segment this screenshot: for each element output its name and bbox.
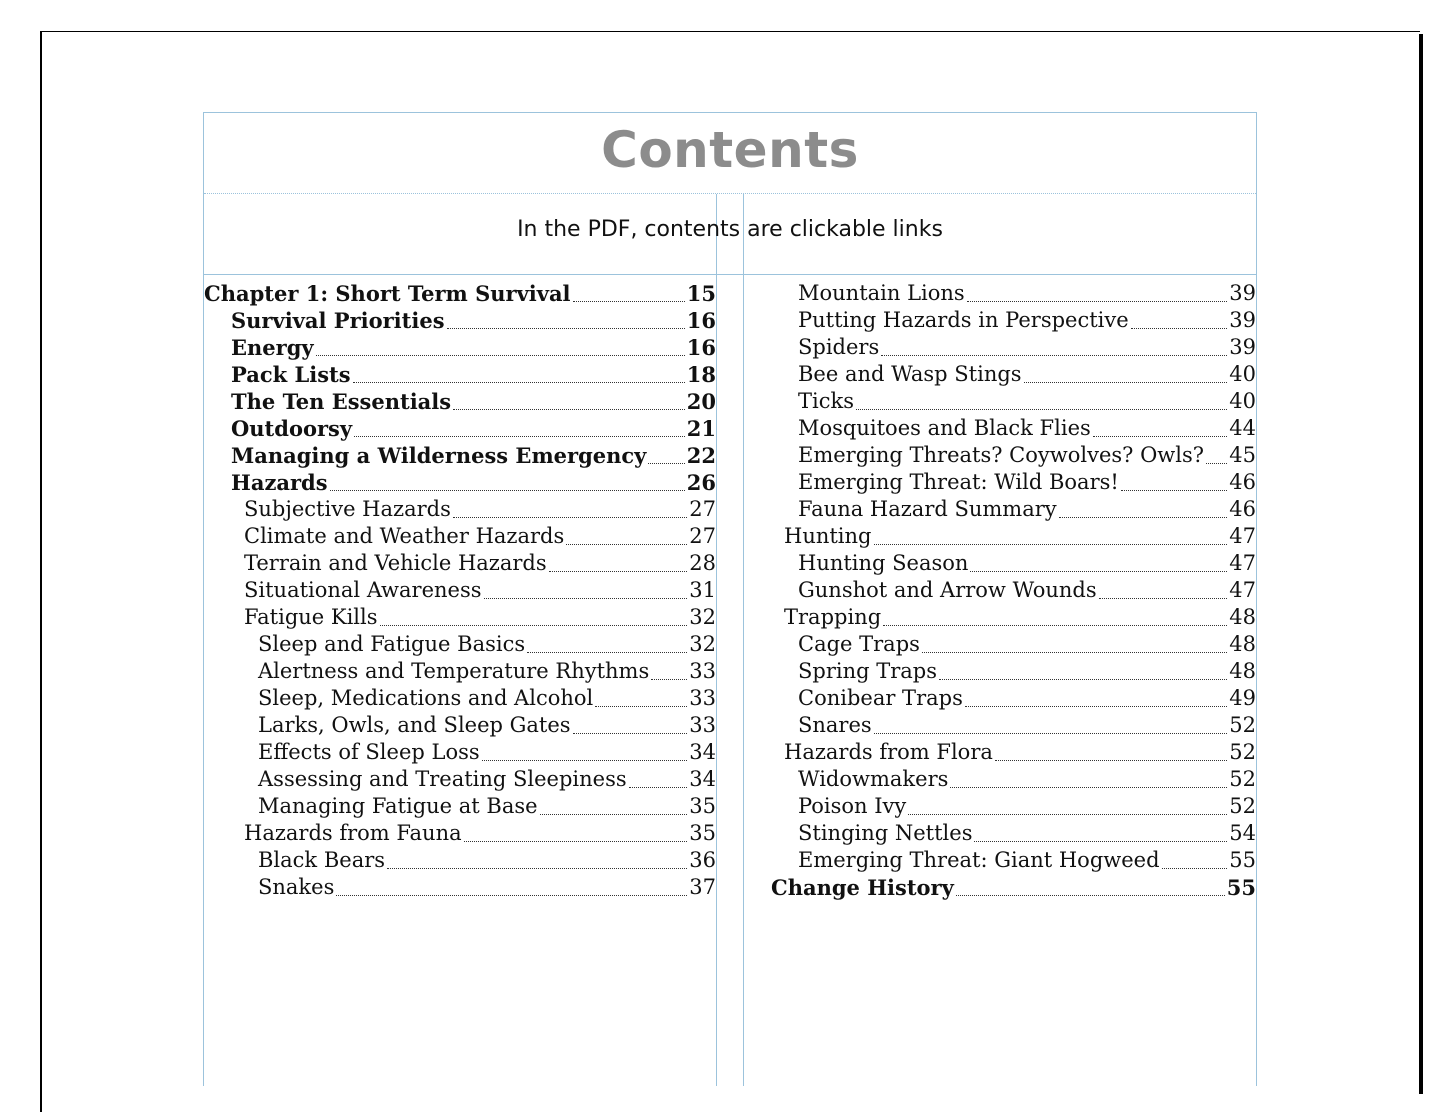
- dot-leader: [566, 544, 687, 545]
- toc-entry-link[interactable]: [204, 847, 716, 874]
- toc-entry-title: Emerging Threat: Giant Hogweed: [798, 848, 1160, 872]
- toc-page-number: 15: [686, 281, 716, 306]
- pdf-links-note: In the PDF, contents are clickable links: [517, 217, 943, 242]
- dot-leader: [651, 679, 687, 680]
- toc-page-number: 18: [686, 362, 716, 387]
- dot-leader: [549, 571, 688, 572]
- toc-entry-link[interactable]: [204, 712, 716, 739]
- toc-page-number: 52: [1229, 713, 1256, 737]
- toc-page-number: 26: [686, 470, 716, 495]
- toc-page-number: 33: [689, 713, 716, 737]
- toc-entry-link[interactable]: [744, 280, 1256, 307]
- toc-entry-title: Alertness and Temperature Rhythms: [258, 659, 650, 683]
- toc-entry-title: Managing Fatigue at Base: [258, 794, 538, 818]
- toc-entry-title: Hunting: [784, 524, 872, 548]
- toc-entry-title: Poison Ivy: [798, 794, 907, 818]
- dot-leader: [595, 706, 687, 707]
- toc-entry-title: Cage Traps: [798, 632, 920, 656]
- toc-page-number: 37: [689, 875, 716, 899]
- dot-leader: [939, 679, 1227, 680]
- toc-entry-link[interactable]: [204, 631, 716, 658]
- toc-page-number: 54: [1229, 821, 1256, 845]
- guide-title-baseline: [204, 193, 1256, 194]
- toc-entry-title: Stinging Nettles: [798, 821, 973, 845]
- toc-page-number: 55: [1226, 875, 1256, 900]
- toc-entry-title: Managing a Wilderness Emergency: [231, 443, 647, 468]
- toc-page-number: 48: [1229, 605, 1256, 629]
- dot-leader: [1099, 598, 1228, 599]
- toc-entry-link[interactable]: [204, 550, 716, 577]
- page-shadow: [1419, 34, 1423, 1094]
- toc-entry-title: Conibear Traps: [798, 686, 963, 710]
- toc-entry-link[interactable]: [744, 307, 1256, 334]
- toc-entry-title: Sleep, Medications and Alcohol: [258, 686, 594, 710]
- dot-leader: [540, 814, 688, 815]
- toc-page-number: 47: [1229, 551, 1256, 575]
- toc-entry-title: Survival Priorities: [231, 308, 445, 333]
- toc-page-number: 33: [689, 686, 716, 710]
- toc-entry-link[interactable]: [204, 469, 716, 496]
- toc-entry-title: Hazards from Flora: [784, 740, 993, 764]
- toc-page-number: 16: [686, 308, 716, 333]
- toc-page-number: 39: [1229, 335, 1256, 359]
- dot-leader: [464, 841, 688, 842]
- toc-entry-title: Outdoorsy: [231, 416, 353, 441]
- toc-entry-title: Trapping: [784, 605, 882, 629]
- toc-entry-title: Change History: [771, 875, 954, 900]
- toc-right-column: [744, 280, 1256, 901]
- toc-entry-link[interactable]: [744, 874, 1256, 901]
- toc-entry-link[interactable]: [744, 793, 1256, 820]
- toc-entry-link[interactable]: [744, 631, 1256, 658]
- toc-entry-title: Gunshot and Arrow Wounds: [798, 578, 1097, 602]
- dot-leader: [856, 409, 1227, 410]
- toc-entry-link[interactable]: [204, 388, 716, 415]
- toc-page-number: 21: [686, 416, 716, 441]
- toc-page-number: 46: [1229, 470, 1256, 494]
- toc-entry-link[interactable]: [204, 307, 716, 334]
- toc-page-number: 47: [1229, 524, 1256, 548]
- dot-leader: [330, 490, 685, 491]
- toc-entry-link[interactable]: [744, 415, 1256, 442]
- toc-entry-title: Hazards: [231, 470, 328, 495]
- toc-page-number: 28: [689, 551, 716, 575]
- toc-entry-link[interactable]: [204, 874, 716, 901]
- toc-page-number: 47: [1229, 578, 1256, 602]
- toc-entry-title: Widowmakers: [798, 767, 949, 791]
- toc-page-number: 36: [689, 848, 716, 872]
- toc-entry-title: Black Bears: [258, 848, 386, 872]
- guide-right: [1256, 112, 1257, 1086]
- toc-entry-title: Assessing and Treating Sleepiness: [258, 767, 627, 791]
- dot-leader: [1024, 382, 1228, 383]
- dot-leader: [883, 625, 1227, 626]
- toc-page-number: 32: [689, 605, 716, 629]
- toc-entry-title: Emerging Threats? Coywolves? Owls?: [798, 443, 1205, 467]
- dot-leader: [922, 652, 1227, 653]
- dot-leader: [1059, 517, 1228, 518]
- toc-entry-link[interactable]: [744, 766, 1256, 793]
- toc-entry-title: Hazards from Fauna: [244, 821, 462, 845]
- toc-entry-title: Emerging Threat: Wild Boars!: [798, 470, 1119, 494]
- dot-leader: [380, 625, 688, 626]
- dot-leader: [874, 733, 1228, 734]
- dot-leader: [573, 733, 688, 734]
- toc-entry-title: Spiders: [798, 335, 880, 359]
- toc-entry-link[interactable]: [204, 739, 716, 766]
- toc-entry-link[interactable]: [204, 658, 716, 685]
- toc-entry-title: Fauna Hazard Summary: [798, 497, 1057, 521]
- dot-leader: [453, 517, 687, 518]
- toc-page-number: 49: [1229, 686, 1256, 710]
- dot-leader: [1162, 868, 1228, 869]
- toc-entry-title: Hunting Season: [798, 551, 969, 575]
- toc-page-number: 39: [1229, 308, 1256, 332]
- dot-leader: [387, 868, 687, 869]
- dot-leader: [482, 760, 688, 761]
- contents-heading: Contents: [601, 121, 859, 179]
- dot-leader: [629, 787, 688, 788]
- dot-leader: [1121, 490, 1227, 491]
- dot-leader: [970, 571, 1227, 572]
- toc-entry-link[interactable]: [204, 280, 716, 307]
- dot-leader: [453, 409, 685, 410]
- toc-page-number: 16: [686, 335, 716, 360]
- toc-entry-link[interactable]: [744, 712, 1256, 739]
- toc-entry-link[interactable]: [204, 685, 716, 712]
- toc-page-number: 48: [1229, 659, 1256, 683]
- dot-leader: [995, 760, 1227, 761]
- dot-leader: [1093, 436, 1227, 437]
- toc-entry-link[interactable]: [744, 847, 1256, 874]
- dot-leader: [874, 544, 1228, 545]
- toc-page-number: 52: [1229, 767, 1256, 791]
- toc-entry-link[interactable]: [744, 577, 1256, 604]
- toc-entry-title: Situational Awareness: [244, 578, 482, 602]
- toc-page-number: 31: [689, 578, 716, 602]
- toc-entry-title: Ticks: [798, 389, 854, 413]
- toc-page-number: 27: [689, 524, 716, 548]
- toc-page-number: 52: [1229, 794, 1256, 818]
- toc-entry-title: Bee and Wasp Stings: [798, 362, 1022, 386]
- toc-page-number: 34: [689, 740, 716, 764]
- toc-entry-title: Spring Traps: [798, 659, 938, 683]
- toc-entry-link[interactable]: [204, 820, 716, 847]
- dot-leader: [648, 463, 684, 464]
- toc-page-number: 40: [1229, 362, 1256, 386]
- dot-leader: [527, 652, 687, 653]
- dot-leader: [1131, 328, 1228, 329]
- toc-page-number: 20: [686, 389, 716, 414]
- toc-page-number: 44: [1229, 416, 1256, 440]
- dot-leader: [1206, 463, 1227, 464]
- toc-entry-title: Sleep and Fatigue Basics: [258, 632, 526, 656]
- toc-page-number: 34: [689, 767, 716, 791]
- toc-page-number: 27: [689, 497, 716, 521]
- dot-leader: [950, 787, 1227, 788]
- toc-entry-link[interactable]: [744, 496, 1256, 523]
- toc-entry-link[interactable]: [744, 361, 1256, 388]
- toc-page-number: 40: [1229, 389, 1256, 413]
- toc-entry-link[interactable]: [744, 469, 1256, 496]
- guide-col-gutter-left: [716, 194, 717, 1086]
- toc-page-number: 35: [689, 821, 716, 845]
- guide-subtitle-bottom: [204, 274, 1256, 275]
- toc-page-number: 32: [689, 632, 716, 656]
- dot-leader: [908, 814, 1227, 815]
- toc-entry-title: Climate and Weather Hazards: [244, 524, 565, 548]
- toc-entry-title: Terrain and Vehicle Hazards: [244, 551, 547, 575]
- toc-entry-title: Fatigue Kills: [244, 605, 378, 629]
- toc-entry-link[interactable]: [204, 793, 716, 820]
- toc-page-number: 48: [1229, 632, 1256, 656]
- toc-page-number: 55: [1229, 848, 1256, 872]
- toc-entry-link[interactable]: [744, 658, 1256, 685]
- dot-leader: [354, 436, 685, 437]
- toc-entry-link[interactable]: [744, 442, 1256, 469]
- toc-entry-title: Energy: [231, 335, 314, 360]
- toc-entry-title: Mountain Lions: [798, 281, 965, 305]
- dot-leader: [447, 328, 685, 329]
- toc-entry-title: Snakes: [258, 875, 335, 899]
- toc-entry-title: Effects of Sleep Loss: [258, 740, 480, 764]
- toc-page-number: 46: [1229, 497, 1256, 521]
- toc-entry-title: Pack Lists: [231, 362, 351, 387]
- toc-entry-title: Subjective Hazards: [244, 497, 451, 521]
- dot-leader: [967, 301, 1228, 302]
- dot-leader: [881, 355, 1227, 356]
- toc-entry-link[interactable]: [204, 442, 716, 469]
- toc-entry-title: Chapter 1: Short Term Survival: [204, 281, 571, 306]
- toc-entry-title: The Ten Essentials: [231, 389, 452, 414]
- toc-entry-link[interactable]: [204, 523, 716, 550]
- dot-leader: [965, 706, 1227, 707]
- dot-leader: [336, 895, 687, 896]
- toc-entry-link[interactable]: [204, 334, 716, 361]
- toc-left-column: [204, 280, 716, 901]
- toc-page-number: 33: [689, 659, 716, 683]
- toc-page-number: 52: [1229, 740, 1256, 764]
- toc-entry-title: Putting Hazards in Perspective: [798, 308, 1129, 332]
- toc-entry-link[interactable]: [744, 685, 1256, 712]
- toc-page-number: 35: [689, 794, 716, 818]
- toc-entry-link[interactable]: [744, 550, 1256, 577]
- toc-entry-link[interactable]: [744, 334, 1256, 361]
- dot-leader: [974, 841, 1227, 842]
- dot-leader: [573, 301, 685, 302]
- dot-leader: [353, 382, 685, 383]
- toc-entry-title: Snares: [798, 713, 872, 737]
- toc-page-number: 45: [1229, 443, 1256, 467]
- toc-page-number: 22: [686, 443, 716, 468]
- toc-entry-link[interactable]: [744, 820, 1256, 847]
- toc-entry-link[interactable]: [744, 739, 1256, 766]
- toc-entry-link[interactable]: [744, 523, 1256, 550]
- dot-leader: [956, 895, 1225, 896]
- toc-entry-link[interactable]: [204, 496, 716, 523]
- toc-page-number: 39: [1229, 281, 1256, 305]
- toc-entry-link[interactable]: [204, 361, 716, 388]
- dot-leader: [484, 598, 688, 599]
- toc-entry-title: Larks, Owls, and Sleep Gates: [258, 713, 571, 737]
- toc-entry-link[interactable]: [204, 577, 716, 604]
- toc-entry-link[interactable]: [744, 388, 1256, 415]
- toc-entry-title: Mosquitoes and Black Flies: [798, 416, 1091, 440]
- toc-entry-link[interactable]: [204, 766, 716, 793]
- toc-entry-link[interactable]: [204, 604, 716, 631]
- toc-entry-link[interactable]: [204, 415, 716, 442]
- guide-top: [203, 112, 1257, 113]
- toc-entry-link[interactable]: [744, 604, 1256, 631]
- dot-leader: [316, 355, 685, 356]
